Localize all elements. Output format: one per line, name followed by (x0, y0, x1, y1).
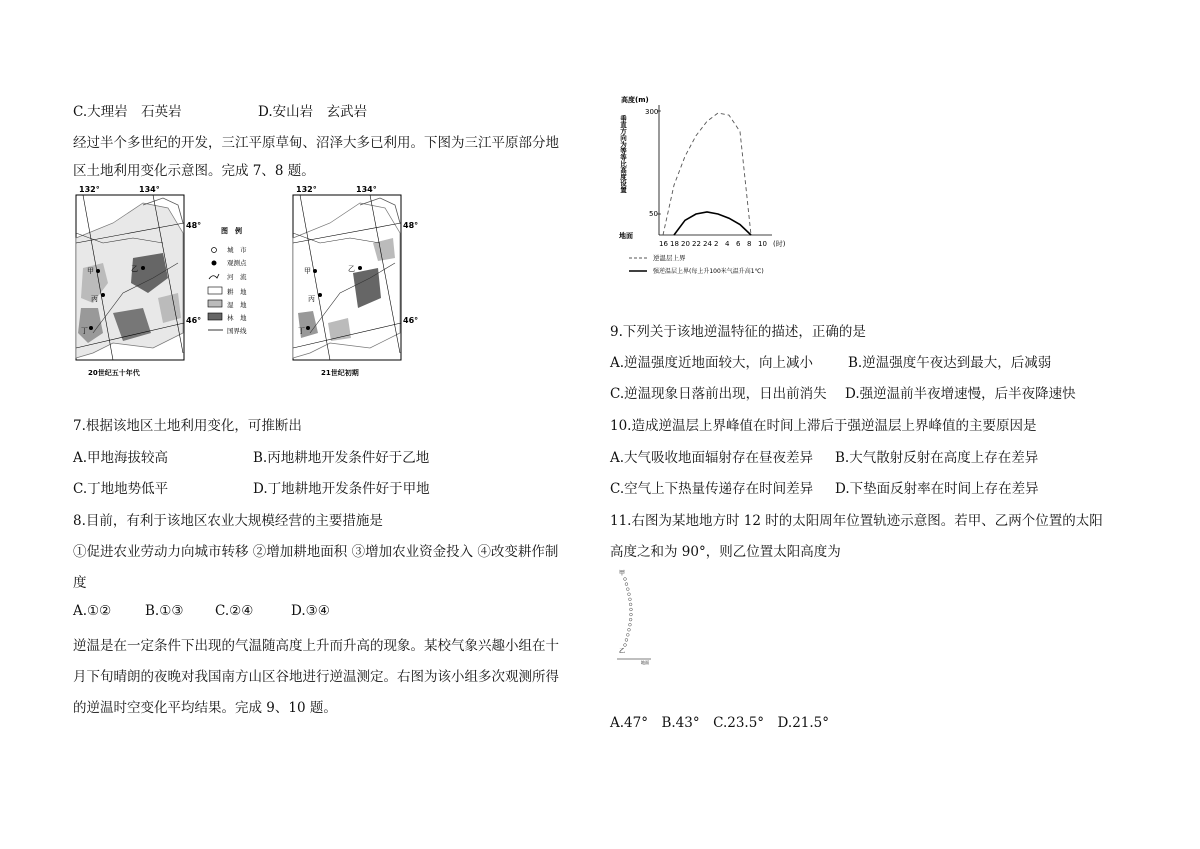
series-strong-inversion-top (674, 212, 751, 235)
xtick-label: 20 (681, 240, 690, 248)
intro-9-10-line1: 逆温是在一定条件下出现的气温随高度上升而升高的现象。某校气象兴趣小组在十 (73, 638, 559, 654)
q8-option-a: A.①② (73, 603, 112, 619)
chart-legend-2: 强逆温层上界(每上升100米气温升高1℃) (653, 268, 764, 275)
option-c-prev: C.大理岩 石英岩 (73, 104, 182, 120)
river-icon (209, 274, 219, 279)
map2-caption: 21世纪初期 (321, 369, 359, 377)
xtick-label: 10 (758, 240, 767, 248)
q7-option-d: D.丁地耕地开发条件好于甲地 (253, 481, 430, 497)
question-8: 8.目前，有利于该地区农业大规模经营的主要措施是 (73, 513, 383, 529)
xtick-label: 18 (670, 240, 679, 248)
map2-label-jia: 甲 (304, 267, 311, 275)
question-10: 10.造成逆温层上界峰值在时间上滞后于强逆温层上界峰值的主要原因是 (610, 418, 1037, 434)
intro-7-8-line1: 经过半个多世纪的开发，三江平原草甸、沼泽大多已利用。下图为三江平原部分地 (73, 135, 559, 151)
q10-option-d: D.下垫面反射率在时间上存在差异 (835, 481, 1039, 497)
sun-dot (629, 618, 632, 621)
chart-legend-1: 逆温层上界 (653, 254, 686, 262)
map1-lat-48: 48° (186, 221, 202, 230)
sun-dot (629, 598, 632, 601)
land-use-maps (73, 183, 433, 383)
farmland-icon (208, 287, 222, 294)
map1-label-yi: 乙 (131, 265, 138, 273)
question-9: 9.下列关于该地逆温特征的描述，正确的是 (610, 324, 866, 340)
map1-lon-132: 132° (79, 185, 100, 194)
sun-dot (624, 644, 627, 647)
map1-lon-134: 134° (139, 185, 160, 194)
q7-option-c: C.丁地地势低平 (73, 481, 169, 497)
q9-option-c: C.逆温现象日落前出现，日出前消失 (610, 386, 827, 402)
map1-label-ding: 丁 (81, 327, 88, 335)
chart-vertical-note: 垂直方向为等等比高度设置 (619, 115, 627, 193)
xtick-label: 24 (703, 240, 712, 248)
map2-lat-46: 46° (403, 316, 419, 325)
q7-option-b: B.丙地耕地开发条件好于乙地 (253, 450, 430, 466)
legend-river: 河 流 (227, 273, 247, 281)
sun-label-yi: 乙 (619, 648, 626, 655)
intro-7-8-line2: 区土地利用变化示意图。完成 7、8 题。 (73, 163, 315, 179)
xtick-label: 4 (725, 240, 730, 248)
chart-xunit: (时) (773, 240, 786, 248)
city-icon (212, 248, 217, 253)
ytick-300: 300 (645, 108, 659, 116)
q10-option-c: C.空气上下热量传递存在时间差异 (610, 481, 814, 497)
legend-wetland: 湿 地 (227, 301, 247, 309)
map1-label-bing: 丙 (91, 295, 98, 303)
wetland-icon (208, 300, 222, 307)
xtick-label: 16 (659, 240, 668, 248)
map2-label-ding: 丁 (298, 327, 305, 335)
map1-caption: 20世纪五十年代 (88, 369, 140, 377)
option-d-prev: D.安山岩 玄武岩 (258, 104, 368, 120)
q8-statements-line1: ①促进农业劳动力向城市转移 ②增加耕地面积 ③增加农业资金投入 ④改变耕作制 (73, 544, 559, 560)
map2-label-bing: 丙 (308, 295, 315, 303)
inversion-chart (617, 90, 797, 280)
q8-option-d: D.③④ (291, 603, 330, 619)
q8-statements-line2: 度 (73, 575, 87, 591)
sun-position-dots (624, 578, 633, 647)
chart-ylabel: 高度(m) (621, 96, 649, 104)
sun-path-figure (617, 565, 667, 665)
sun-dot (629, 623, 632, 626)
sun-dot (624, 578, 627, 581)
sun-dot (628, 628, 631, 631)
sun-dot (629, 603, 632, 606)
question-11-line2: 高度之和为 90°，则乙位置太阳高度为 (610, 544, 841, 560)
sun-ground-label: 地面 (641, 660, 649, 665)
station-icon (212, 261, 217, 266)
xtick-label: 22 (692, 240, 701, 248)
map2-label-yi: 乙 (348, 265, 355, 273)
sun-dot (626, 633, 629, 636)
forest-icon (208, 313, 222, 320)
xtick-label: 6 (736, 240, 741, 248)
legend-city: 城 市 (227, 246, 247, 254)
map2-lon-134: 134° (356, 185, 377, 194)
map-1950s (76, 185, 201, 377)
q9-option-a: A.逆温强度近地面较大，向上减小 (610, 355, 814, 371)
q9-option-b: B.逆温强度午夜达到最大，后减弱 (848, 355, 1052, 371)
sun-label-jia: 甲 (619, 570, 626, 577)
sun-dot (630, 608, 633, 611)
x-ticks (659, 240, 767, 248)
legend-forest: 林 地 (227, 314, 247, 322)
q11-options: A.47° B.43° C.23.5° D.21.5° (610, 715, 829, 731)
sun-dot (628, 593, 631, 596)
intro-9-10-line2: 月下旬晴朗的夜晚对我国南方山区谷地进行逆温测定。右图为该小组多次观测所得 (73, 669, 559, 685)
chart-ground: 地面 (619, 232, 633, 240)
legend-border: 国界线 (227, 327, 247, 335)
map1-lat-46: 46° (186, 316, 202, 325)
map-legend (208, 226, 247, 335)
q10-option-a: A.大气吸收地面辐射存在昼夜差异 (610, 450, 814, 466)
q8-option-c: C.②④ (215, 603, 254, 619)
legend-title: 图 例 (221, 227, 242, 235)
intro-9-10-line3: 的逆温时空变化平均结果。完成 9、10 题。 (73, 700, 337, 716)
question-7: 7.根据该地区土地利用变化，可推断出 (73, 418, 302, 434)
legend-farmland: 耕 地 (227, 288, 247, 296)
map-2000s (293, 185, 418, 377)
map1-label-jia: 甲 (87, 267, 94, 275)
sun-dot (625, 583, 628, 586)
sun-dot (625, 639, 628, 642)
xtick-label: 8 (747, 240, 752, 248)
legend-station: 观测点 (227, 259, 247, 267)
xtick-label: 2 (714, 240, 719, 248)
map2-lat-48: 48° (403, 221, 419, 230)
sun-dot (626, 588, 629, 591)
map2-lon-132: 132° (296, 185, 317, 194)
series-inversion-top (663, 113, 751, 235)
sun-dot (630, 613, 633, 616)
q10-option-b: B.大气散射反射在高度上存在差异 (835, 450, 1039, 466)
q7-option-a: A.甲地海拔较高 (73, 450, 169, 466)
ytick-50: 50 (649, 210, 658, 218)
q9-option-d: D.强逆温前半夜增速慢，后半夜降速快 (845, 386, 1076, 402)
question-11-line1: 11.右图为某地地方时 12 时的太阳周年位置轨迹示意图。若甲、乙两个位置的太阳 (610, 513, 1103, 529)
q8-option-b: B.①③ (145, 603, 184, 619)
